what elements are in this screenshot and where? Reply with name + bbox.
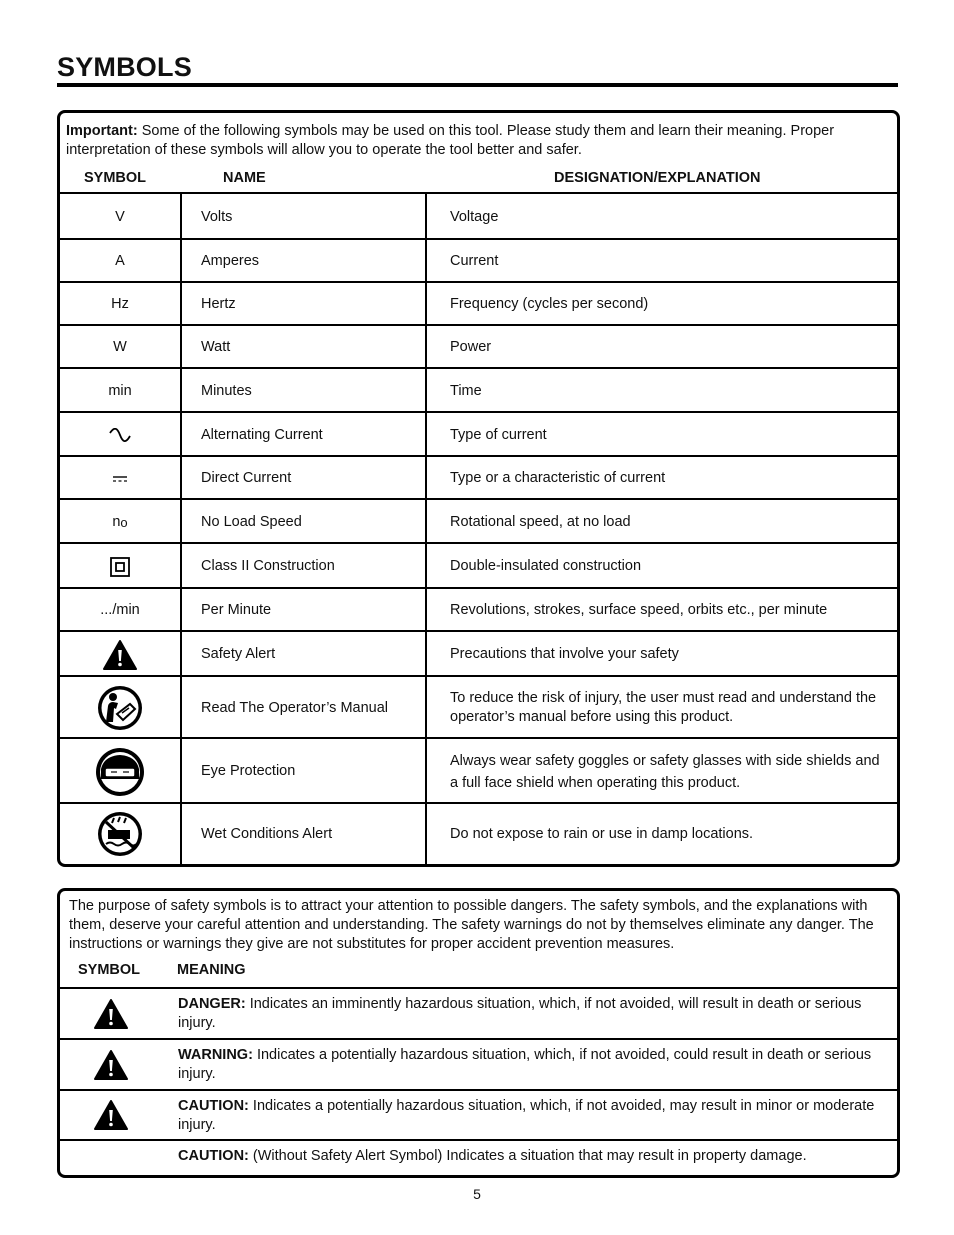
header-name: NAME <box>223 170 266 186</box>
name-cell: No Load Speed <box>201 513 302 530</box>
meaning-intro: The purpose of safety symbols is to attract your attention to possible dangers. The safety symbols, and the explanations with them, deserve your careful attention and understanding. The safety warnings do not by themselves eliminate any danger. The instructions or warnings they give are not substitutes for proper accident prevention measures. <box>69 898 874 952</box>
symbol-cell <box>60 1091 162 1139</box>
meaning-text: Indicates a potentially hazardous situation, which, if not avoided, may result in minor or moderate injury. <box>178 1098 875 1133</box>
table-row <box>60 369 897 413</box>
page-number: 5 <box>473 1186 481 1202</box>
symbol-cell <box>60 326 180 369</box>
symbol-text: Hz <box>111 296 129 312</box>
signal-word: DANGER: <box>178 996 246 1012</box>
symbol-text: min <box>108 382 132 399</box>
description-cell: Rotational speed, at no load <box>450 513 631 530</box>
symbol-cell <box>60 457 180 500</box>
wet-conditions-icon <box>96 810 144 858</box>
symbol-text: V <box>115 208 125 225</box>
safety-alert-icon <box>93 1099 129 1131</box>
class-ii-construction-icon <box>110 557 130 577</box>
symbol-cell <box>60 544 180 589</box>
symbol-cell <box>60 413 180 457</box>
symbol-cell <box>60 240 180 283</box>
table-row <box>60 1141 897 1175</box>
name-cell: Class II Construction <box>201 558 335 574</box>
table-row <box>60 1091 897 1139</box>
description-cell: To reduce the risk of injury, the user must read and understand the operator’s manual before using this product. <box>450 690 877 725</box>
description-cell: Double-insulated construction <box>450 558 642 574</box>
table-row <box>60 1040 897 1089</box>
symbols-table-box <box>57 110 900 867</box>
meaning-cell <box>178 989 888 1044</box>
symbol-cell <box>60 804 180 864</box>
description-cell: Precautions that involve your safety <box>450 646 679 662</box>
symbol-text: .../min <box>100 602 140 618</box>
symbols-intro <box>66 122 892 160</box>
table-row <box>60 632 897 677</box>
direct-current-icon <box>112 475 128 483</box>
header-symbol: SYMBOL <box>78 962 141 978</box>
symbol-cell <box>60 1040 162 1089</box>
description-cell: Voltage <box>450 208 499 225</box>
table-row <box>60 739 897 804</box>
meaning-text: Indicates a potentially hazardous situation, which, if not avoided, could result in death or serious injury. <box>178 1047 872 1082</box>
symbol-text: A <box>115 253 125 269</box>
description-cell: Type or a characteristic of current <box>450 470 666 486</box>
symbol-cell <box>60 500 180 544</box>
description-cell: Time <box>450 382 482 399</box>
signal-word: CAUTION: <box>178 1098 249 1114</box>
symbol-cell <box>60 677 180 739</box>
name-cell: Hertz <box>201 296 236 312</box>
meaning-cell <box>178 1141 888 1178</box>
name-cell: Eye Protection <box>201 763 296 779</box>
safety-alert-icon <box>93 998 129 1030</box>
table-row <box>60 804 897 864</box>
table-row <box>60 240 897 283</box>
signal-word: CAUTION: <box>178 1148 249 1164</box>
symbol-cell <box>60 989 162 1038</box>
title-underline <box>57 83 898 87</box>
description-cell: Type of current <box>450 426 547 443</box>
important-label: Important: <box>66 123 138 139</box>
name-cell: Wet Conditions Alert <box>201 825 333 842</box>
meaning-text: (Without Safety Alert Symbol) Indicates a situation that may result in property damage. <box>248 1148 807 1164</box>
table-row <box>60 457 897 500</box>
signal-word: WARNING: <box>178 1047 253 1063</box>
table-row <box>60 283 897 326</box>
header-symbol: SYMBOL <box>84 170 147 186</box>
name-cell: Per Minute <box>201 602 272 618</box>
table-row <box>60 500 897 544</box>
symbol-cell <box>60 1141 162 1175</box>
symbol-cell <box>60 632 180 677</box>
name-cell: Read The Operator’s Manual <box>201 699 388 716</box>
symbol-cell <box>60 369 180 413</box>
table-row <box>60 194 897 240</box>
alternating-current-icon <box>109 428 131 442</box>
table-row <box>60 544 897 589</box>
name-cell: Minutes <box>201 382 252 399</box>
meaning-cell <box>178 1040 888 1095</box>
description-cell: Do not expose to rain or use in damp locations. <box>450 825 754 842</box>
table-row <box>60 326 897 369</box>
intro-text: Some of the following symbols may be used on this tool. Please study them and learn their meaning. Proper interpretation of these symbols will allow you to operate the tool better and safer. <box>66 123 835 158</box>
name-cell: Watt <box>201 339 231 355</box>
description-cell: Frequency (cycles per second) <box>450 296 649 312</box>
symbol-cell <box>60 283 180 326</box>
description-cell: Power <box>450 339 492 355</box>
safety-alert-icon <box>102 639 138 671</box>
read-manual-icon <box>96 684 144 732</box>
name-cell: Amperes <box>201 253 260 269</box>
symbol-text: W <box>113 339 127 355</box>
description-cell: Always wear safety goggles or safety glasses with side shields and a full face shield when operating this product. <box>450 752 880 791</box>
meaning-cell <box>178 1091 888 1145</box>
name-cell: Safety Alert <box>201 646 276 662</box>
symbol-cell <box>60 739 180 804</box>
eye-protection-icon <box>95 747 145 797</box>
table-row <box>60 413 897 457</box>
description-cell: Revolutions, strokes, surface speed, orbits etc., per minute <box>450 602 828 618</box>
header-designation: DESIGNATION/EXPLANATION <box>554 170 761 186</box>
symbol-cell <box>60 589 180 632</box>
meaning-table-box <box>57 888 900 1178</box>
symbol-subscript: o <box>120 514 128 530</box>
meaning-text: Indicates an imminently hazardous situation, which, if not avoided, will result in death or serious injury. <box>178 996 862 1031</box>
name-cell: Alternating Current <box>201 426 323 443</box>
header-meaning: MEANING <box>177 962 246 978</box>
description-cell: Current <box>450 253 499 269</box>
table-row <box>60 589 897 632</box>
table-row <box>60 989 897 1038</box>
safety-alert-icon <box>93 1049 129 1081</box>
symbol-text: n <box>112 513 121 530</box>
page-title: SYMBOLS <box>57 52 192 82</box>
name-cell: Direct Current <box>201 470 292 486</box>
name-cell: Volts <box>201 208 233 225</box>
symbol-cell <box>60 194 180 240</box>
table-row <box>60 677 897 739</box>
